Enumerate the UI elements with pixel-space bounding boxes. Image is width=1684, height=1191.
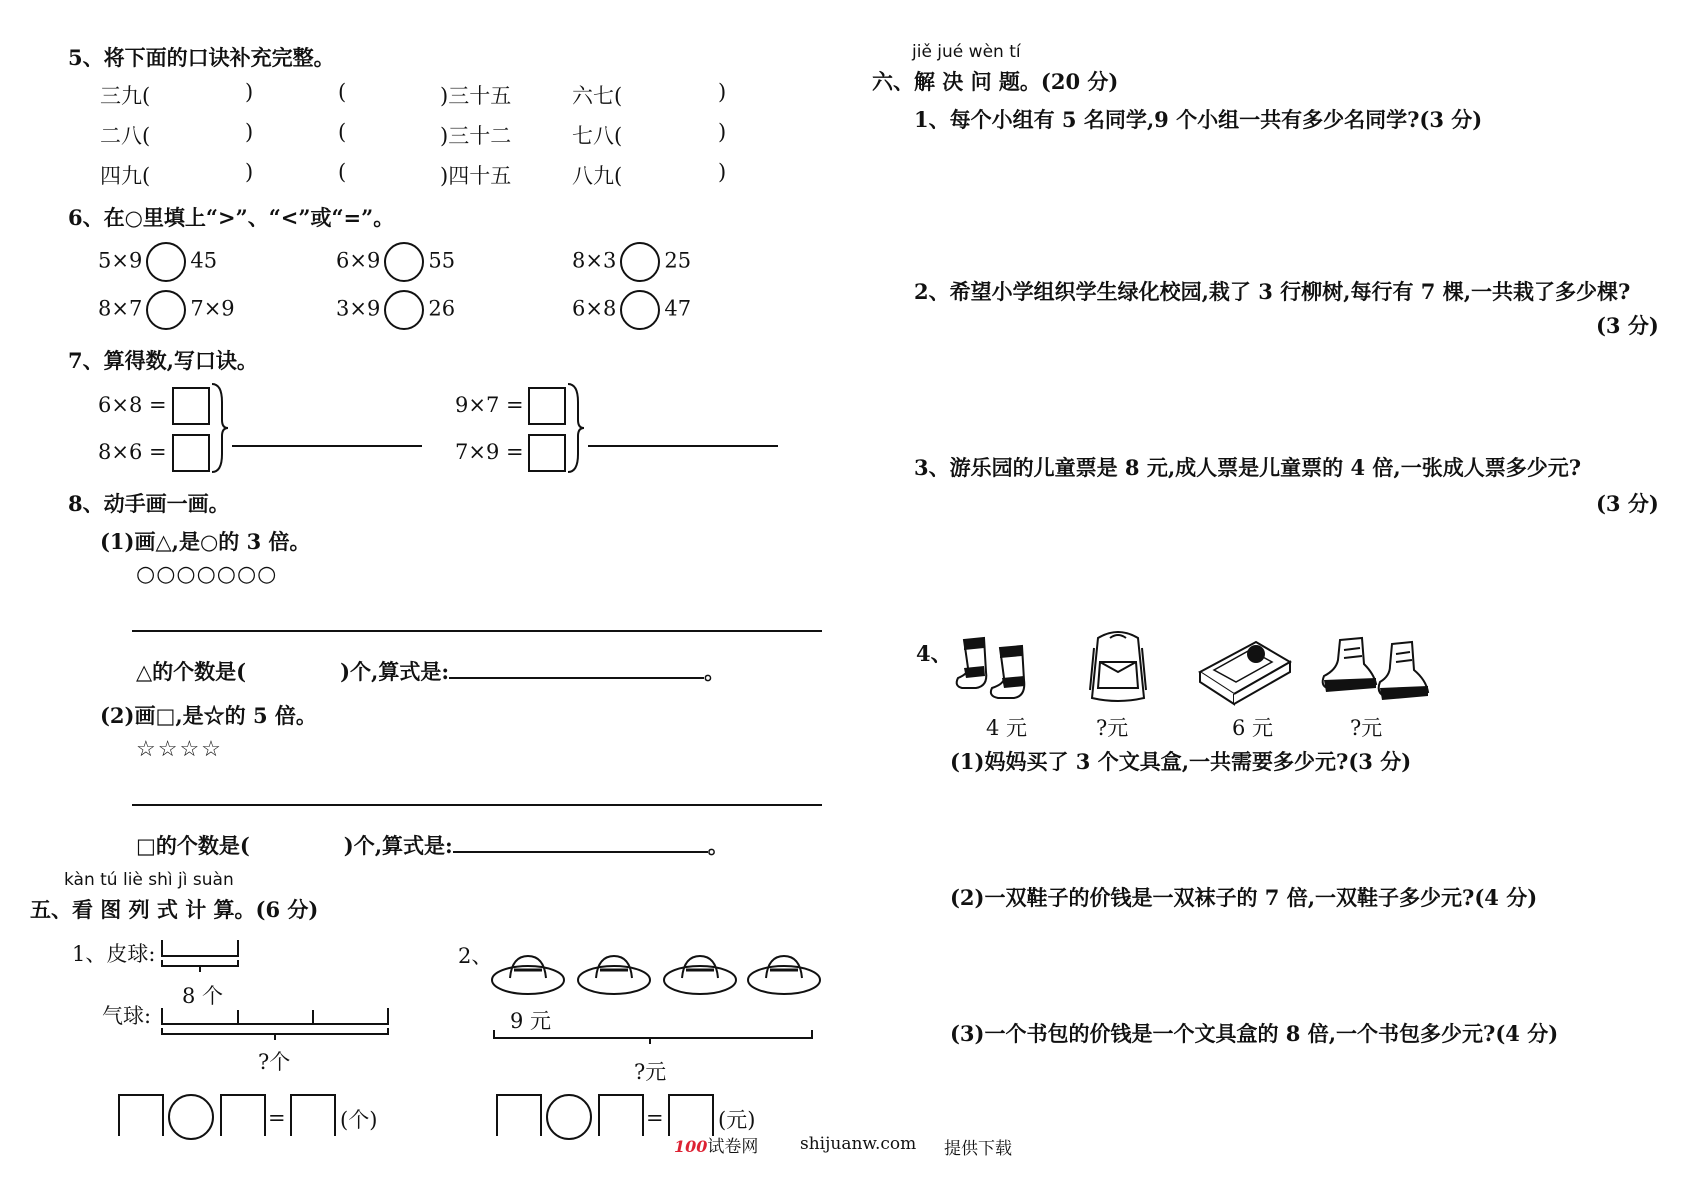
q7-eq: 7×9 = — [455, 440, 524, 464]
q5-cell: ) — [718, 120, 727, 144]
answer-end: 。 — [704, 659, 726, 684]
compare-circle[interactable] — [146, 242, 186, 282]
footer-brand — [674, 1132, 758, 1157]
socks-icon — [950, 628, 1050, 708]
q6-right: 7×9 — [190, 296, 235, 321]
drawing-line[interactable] — [132, 630, 822, 632]
q6-right: 25 — [664, 248, 692, 273]
sec6-q4-1: (1)妈妈买了 3 个文具盒,一共需要多少元?(3 分) — [950, 749, 1412, 774]
q5-cell: )三十二 — [440, 124, 512, 148]
q6-item — [98, 290, 235, 330]
q7-eq: 6×8 = — [98, 393, 167, 417]
sec6-q4-3: (3)一个书包的价钱是一个文具盒的 8 倍,一个书包多少元?(4 分) — [950, 1021, 1559, 1046]
compare-circle[interactable] — [620, 242, 660, 282]
q5-cell: ) — [245, 80, 254, 104]
q5-cell: 七八( — [572, 124, 623, 148]
hats-diagram — [490, 950, 830, 1050]
q5-cell: 四九( — [100, 164, 151, 188]
q6-right: 26 — [428, 296, 456, 321]
brace-icon — [210, 382, 230, 474]
operator-circle[interactable] — [546, 1094, 592, 1140]
answer-text: □的个数是( — [136, 833, 250, 858]
operator-circle[interactable] — [168, 1094, 214, 1140]
q6-item — [572, 242, 691, 282]
shoes-price: ?元 — [1350, 716, 1383, 740]
socks-price: 4 元 — [986, 716, 1028, 740]
ball-count: 8 个 — [182, 984, 224, 1008]
sec5-pinyin: kàn tú liè shì jì suàn — [64, 870, 234, 890]
q6-left: 6×9 — [336, 248, 381, 273]
sec5-title: 五、看 图 列 式 计 算。(6 分) — [30, 897, 319, 922]
star-marks: ☆☆☆☆ — [136, 737, 223, 762]
equation-box[interactable] — [496, 1094, 542, 1136]
compare-circle[interactable] — [384, 290, 424, 330]
q5-cell: 六七( — [572, 84, 623, 108]
brace-icon — [566, 382, 586, 474]
unit-label: (元) — [718, 1108, 756, 1132]
hat-icon — [664, 956, 736, 994]
q5-cell: 八九( — [572, 164, 623, 188]
q5-cell: ( — [338, 120, 347, 144]
verse-line[interactable] — [588, 445, 778, 447]
drawing-line[interactable] — [132, 804, 822, 806]
q6-left: 8×3 — [572, 248, 617, 273]
verse-line[interactable] — [232, 445, 422, 447]
answer-box[interactable] — [528, 434, 566, 472]
q6-left: 6×8 — [572, 296, 617, 321]
q5-cell: )三十五 — [440, 84, 512, 108]
q7-eq: 9×7 = — [455, 393, 524, 417]
formula-blank[interactable] — [453, 850, 708, 853]
hats-total: ?元 — [634, 1060, 667, 1084]
answer-end: 。 — [707, 833, 729, 858]
q5-cell: ) — [718, 160, 727, 184]
q8-answer-1 — [136, 656, 725, 686]
answer-box[interactable] — [172, 434, 210, 472]
q6-item — [336, 242, 455, 282]
q6-item — [572, 290, 691, 330]
compare-circle[interactable] — [146, 290, 186, 330]
balloons-label: 气球: — [102, 1004, 152, 1028]
formula-blank[interactable] — [449, 676, 704, 679]
footer-url[interactable]: shijuanw.com — [800, 1134, 917, 1154]
equals-sign: = — [646, 1106, 664, 1130]
equation-box[interactable] — [118, 1094, 164, 1136]
hat-icon — [748, 956, 820, 994]
answer-text: )个,算式是: — [340, 659, 450, 684]
sec6-q3: 3、游乐园的儿童票是 8 元,成人票是儿童票的 4 倍,一张成人票多少元? — [914, 455, 1582, 480]
q5-cell: ( — [338, 160, 347, 184]
backpack-icon — [1082, 628, 1154, 708]
equation-box[interactable] — [220, 1094, 266, 1136]
item2-label: 2、 — [458, 944, 493, 968]
sec6-q1: 1、每个小组有 5 名同学,9 个小组一共有多少名同学?(3 分) — [914, 107, 1483, 132]
compare-circle[interactable] — [620, 290, 660, 330]
q6-left: 5×9 — [98, 248, 143, 273]
q8-part2: (2)画□,是☆的 5 倍。 — [100, 703, 317, 728]
circle-marks: ○○○○○○○ — [136, 562, 278, 587]
hat-icon — [492, 956, 564, 994]
q8-part1: (1)画△,是○的 3 倍。 — [100, 529, 311, 554]
q5-cell: 二八( — [100, 124, 151, 148]
equation-box[interactable] — [598, 1094, 644, 1136]
q6-item — [336, 290, 455, 330]
hat-price: 9 元 — [510, 1009, 552, 1033]
shoes-icon — [1318, 630, 1434, 708]
q5-cell: 三九( — [100, 84, 151, 108]
q5-cell: ( — [338, 80, 347, 104]
unit-label: (个) — [340, 1108, 378, 1132]
q5-cell: ) — [718, 80, 727, 104]
q6-right: 47 — [664, 296, 692, 321]
equation-box[interactable] — [668, 1094, 714, 1136]
sec6-title: 六、解 决 问 题。(20 分) — [872, 69, 1119, 94]
q8-title: 8、动手画一画。 — [68, 491, 230, 516]
backpack-price: ?元 — [1096, 716, 1129, 740]
balloon-total: ?个 — [258, 1050, 291, 1074]
q8-answer-2 — [136, 830, 729, 860]
sec6-pinyin: jiě jué wèn tí — [912, 42, 1021, 62]
pencil-case-price: 6 元 — [1232, 716, 1274, 740]
site-name: 试卷网 — [707, 1137, 759, 1157]
q6-right: 55 — [428, 248, 456, 273]
answer-text: △的个数是( — [136, 659, 247, 684]
compare-circle[interactable] — [384, 242, 424, 282]
sec6-q4-2: (2)一双鞋子的价钱是一双袜子的 7 倍,一双鞋子多少元?(4 分) — [950, 885, 1538, 910]
q6-item — [98, 242, 217, 282]
sec6-q4: 4、 — [916, 641, 952, 666]
q5-cell: ) — [245, 160, 254, 184]
q6-right: 45 — [190, 248, 218, 273]
q7-title: 7、算得数,写口诀。 — [68, 348, 258, 373]
sec6-q2-score: (3 分) — [1596, 313, 1659, 338]
q5-cell: )四十五 — [440, 164, 512, 188]
answer-box[interactable] — [172, 387, 210, 425]
q6-left: 8×7 — [98, 296, 143, 321]
sec6-q3-score: (3 分) — [1596, 491, 1659, 516]
q6-title: 6、在○里填上“>”、“<”或“=”。 — [68, 205, 395, 230]
q5-title: 5、将下面的口诀补充完整。 — [68, 45, 335, 70]
answer-text: )个,算式是: — [343, 833, 453, 858]
site-logo: 100 — [674, 1137, 708, 1156]
equation-box[interactable] — [290, 1094, 336, 1136]
equals-sign: = — [268, 1106, 286, 1130]
footer-note: 提供下载 — [944, 1139, 1012, 1159]
answer-box[interactable] — [528, 387, 566, 425]
q5-cell: ) — [245, 120, 254, 144]
hat-icon — [578, 956, 650, 994]
q7-eq: 8×6 = — [98, 440, 167, 464]
q6-left: 3×9 — [336, 296, 381, 321]
sec6-q2: 2、希望小学组织学生绿化校园,栽了 3 行柳树,每行有 7 棵,一共栽了多少棵? — [914, 279, 1631, 304]
pencil-case-icon — [1194, 632, 1294, 708]
balls-label: 1、皮球: — [72, 942, 156, 966]
